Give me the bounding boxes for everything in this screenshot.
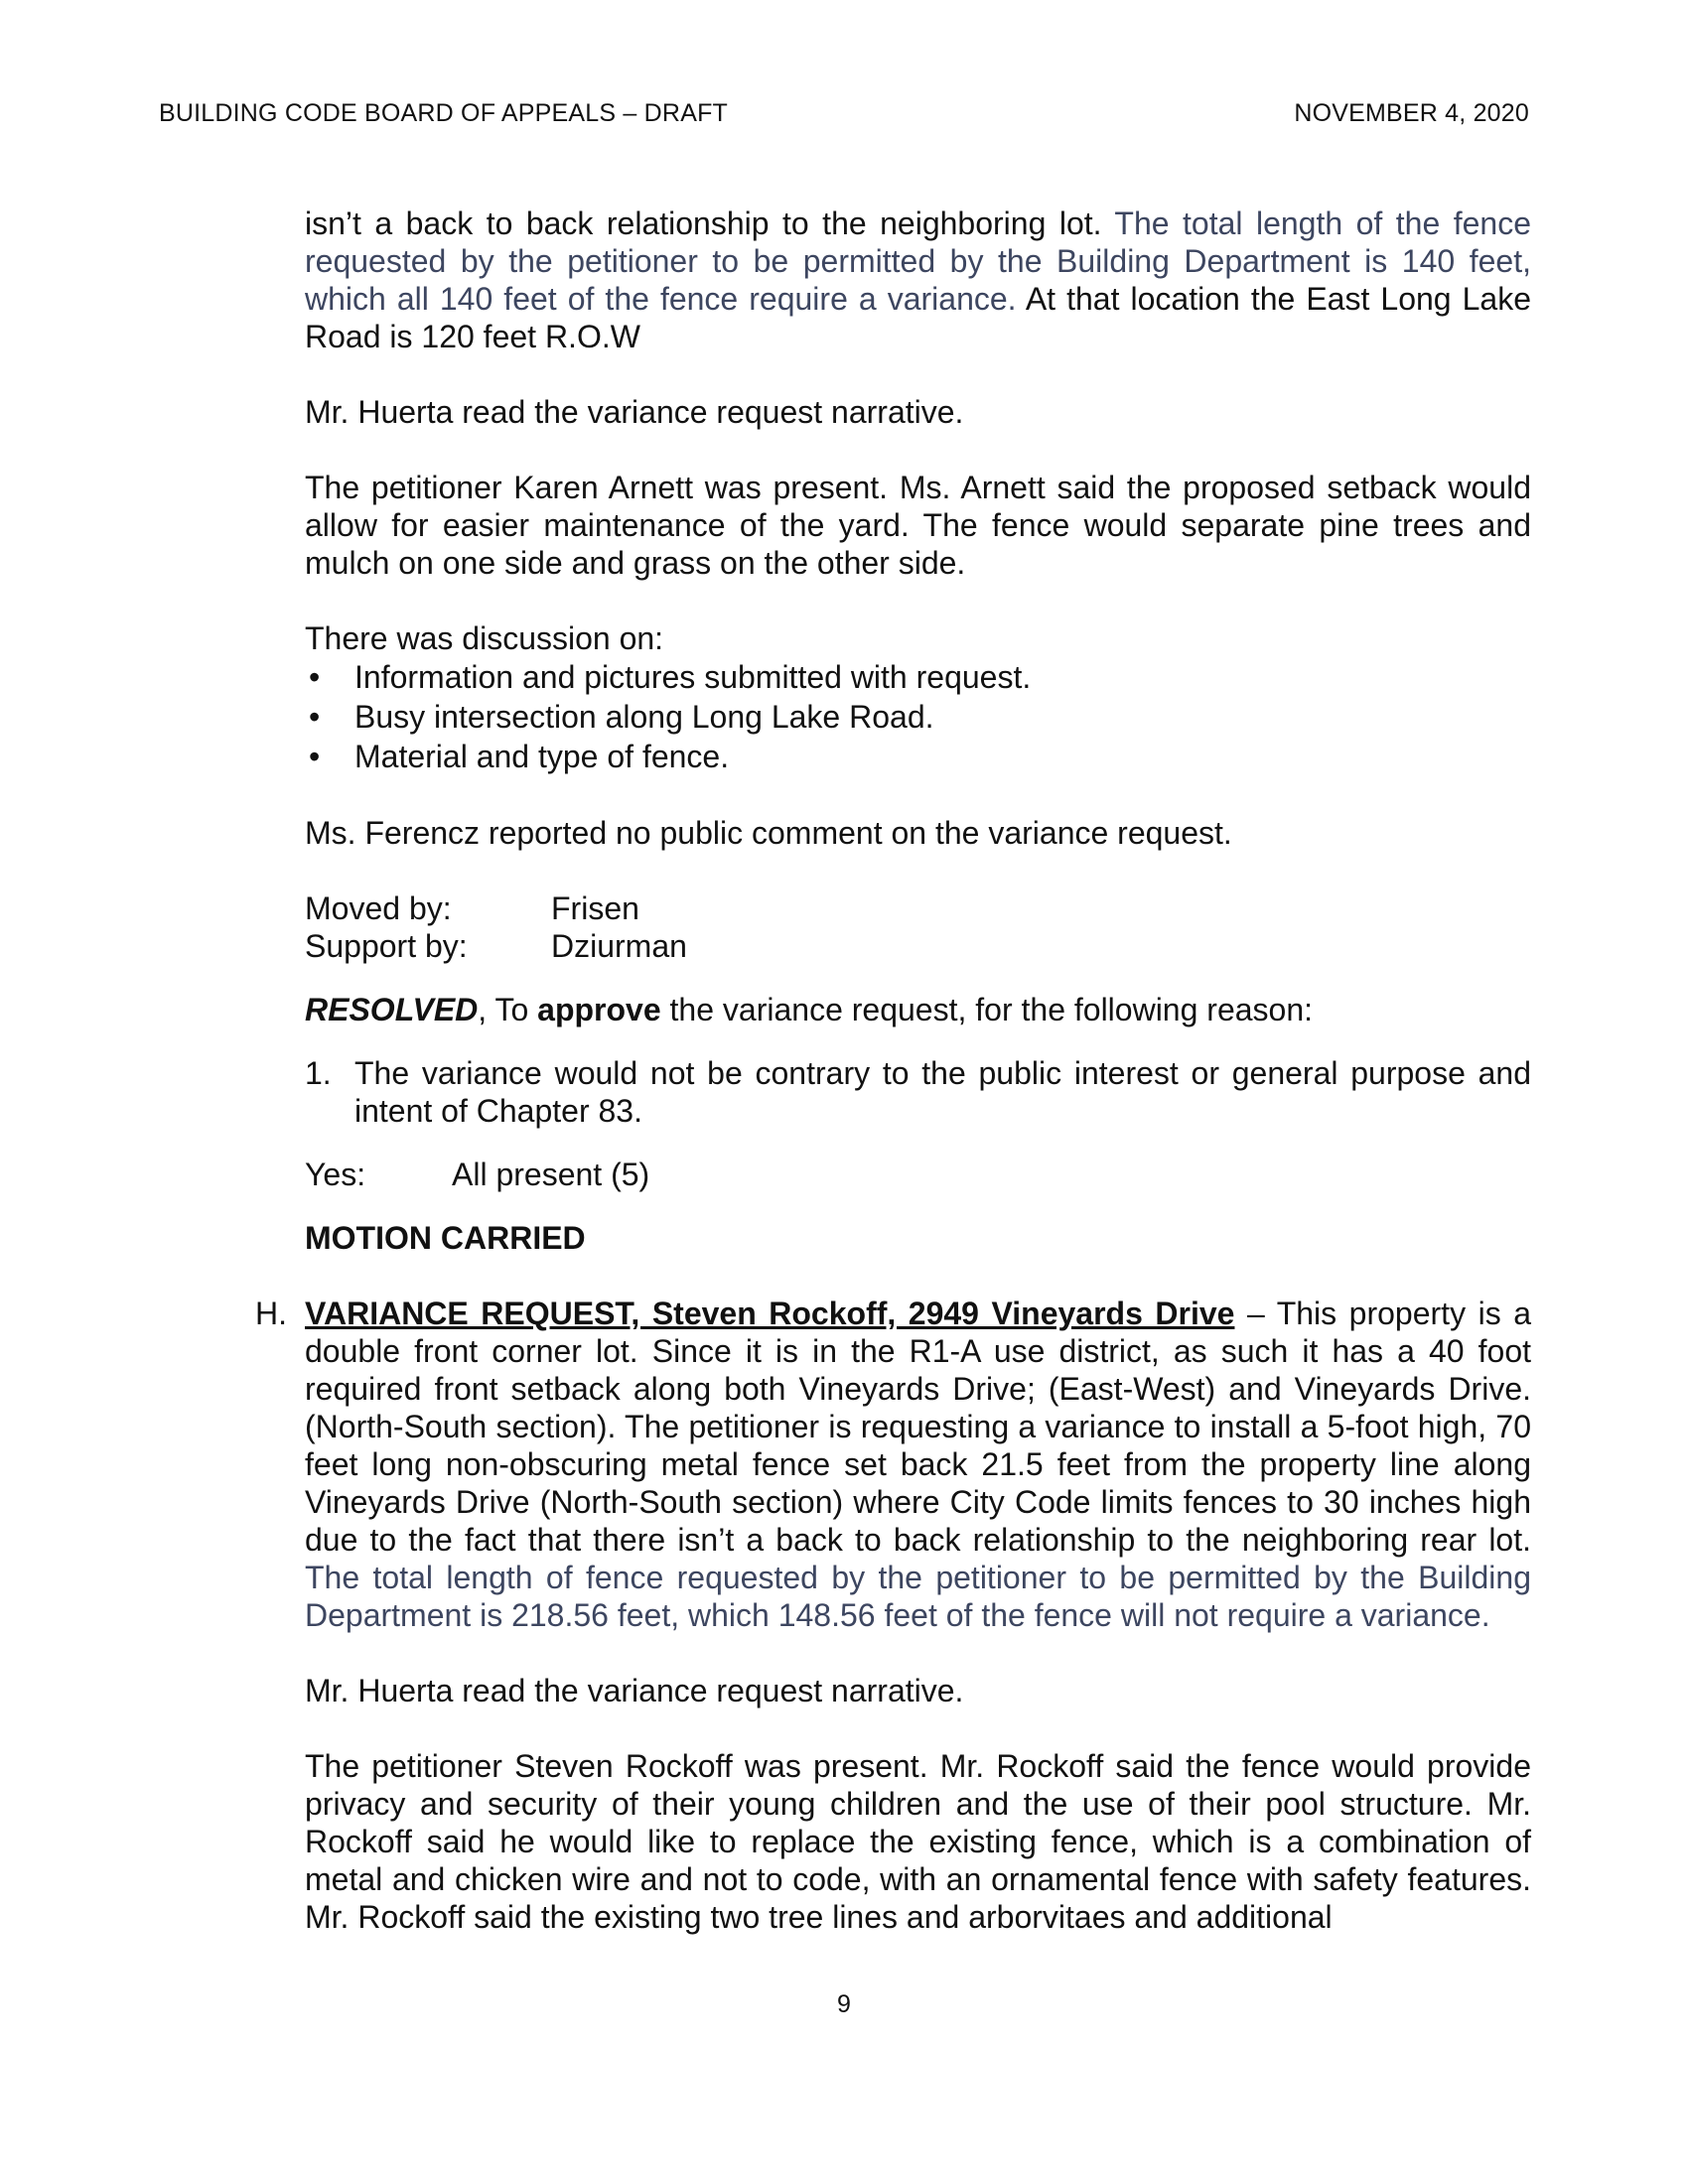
header-date: NOVEMBER 4, 2020	[1294, 99, 1529, 127]
list-item: • Information and pictures submitted with request.	[305, 657, 1531, 697]
section-letter: H.	[255, 1296, 287, 1331]
list-item: • Material and type of fence.	[305, 737, 1531, 776]
section-h-narrative: Mr. Huerta read the variance request narrative.	[305, 1673, 964, 1708]
moved-by-label: Moved by:	[305, 890, 452, 926]
support-by-row	[305, 927, 1531, 965]
moved-by-row	[305, 889, 1531, 927]
section-h	[255, 1295, 1532, 1936]
header-title: BUILDING CODE BOARD OF APPEALS – DRAFT	[159, 99, 729, 127]
discussion-list	[305, 657, 1531, 776]
support-by-value: Dziurman	[551, 928, 687, 964]
vote-row	[305, 1156, 1531, 1193]
paragraph-narrative: Mr. Huerta read the variance request narrative.	[305, 394, 964, 430]
paragraph-petitioner: The petitioner Karen Arnett was present. Ms. Arnett said the proposed setback would allow for easier maintenance of the yard. The fence would separate pine trees and mulch on one side and grass on the other side.	[305, 470, 1531, 581]
resolution: RESOLVED, To approve the variance request, for the following reason:	[305, 992, 1314, 1027]
motion-block	[305, 889, 1531, 965]
vote-value: All present (5)	[452, 1157, 650, 1192]
discussion-intro: There was discussion on:	[305, 620, 664, 656]
paragraph-fence-length: isn’t a back to back relationship to the neighboring lot. The total length of the fence requested by the petitioner to be permitted by the Building Department is 140 feet, which all 140 feet of the fence require a variance. At that location the East Long Lake Road is 120 feet R.O.W	[305, 205, 1532, 354]
vote-label: Yes:	[305, 1157, 366, 1192]
motion-carried: MOTION CARRIED	[305, 1220, 586, 1256]
list-item: • Busy intersection along Long Lake Road.	[305, 697, 1531, 737]
page-body	[255, 205, 1532, 1936]
reason-item	[305, 1054, 1531, 1130]
section-h-petitioner: The petitioner Steven Rockoff was present. Mr. Rockoff said the fence would provide privacy and security of their young children and the use of their pool structure. Mr. Rockoff said he would like to replace the existing fence, which is a combination of metal and chicken wire and not to code, with an ornamental fence with safety features. Mr. Rockoff said the existing two tree lines and arborvitaes and additional	[305, 1748, 1531, 1935]
moved-by-value: Frisen	[551, 890, 639, 926]
support-by-label: Support by:	[305, 928, 468, 964]
section-h-title: VARIANCE REQUEST, Steven Rockoff, 2949 Vineyards Drive	[305, 1296, 1235, 1331]
page-number: 9	[837, 1990, 851, 2018]
section-h-intro: VARIANCE REQUEST, Steven Rockoff, 2949 Vineyards Drive – This property is a double front corner lot. Since it is in the R1-A use district, as such it has a 40 foot required front setback along both Vineyards Drive; (East-West) and Vineyards Drive. (North-South section). The petitioner is requesting a variance to install a 5-foot high, 70 feet long non-obscuring metal fence set back 21.5 feet from the property line along Vineyards Drive (North-South section) where City Code limits fences to 30 inches high due to the fact that there isn’t a back to back relationship to the neighboring rear lot. The total length of fence requested by the petitioner to be permitted by the Building Department is 218.56 feet, which 148.56 feet of the fence will not require a variance.	[305, 1296, 1532, 1633]
reason-number: 1.	[305, 1055, 332, 1091]
reason-text: The variance would not be contrary to the public interest or general purpose and intent of Chapter 83.	[354, 1055, 1531, 1129]
paragraph-public-comment: Ms. Ferencz reported no public comment on the variance request.	[305, 815, 1232, 851]
